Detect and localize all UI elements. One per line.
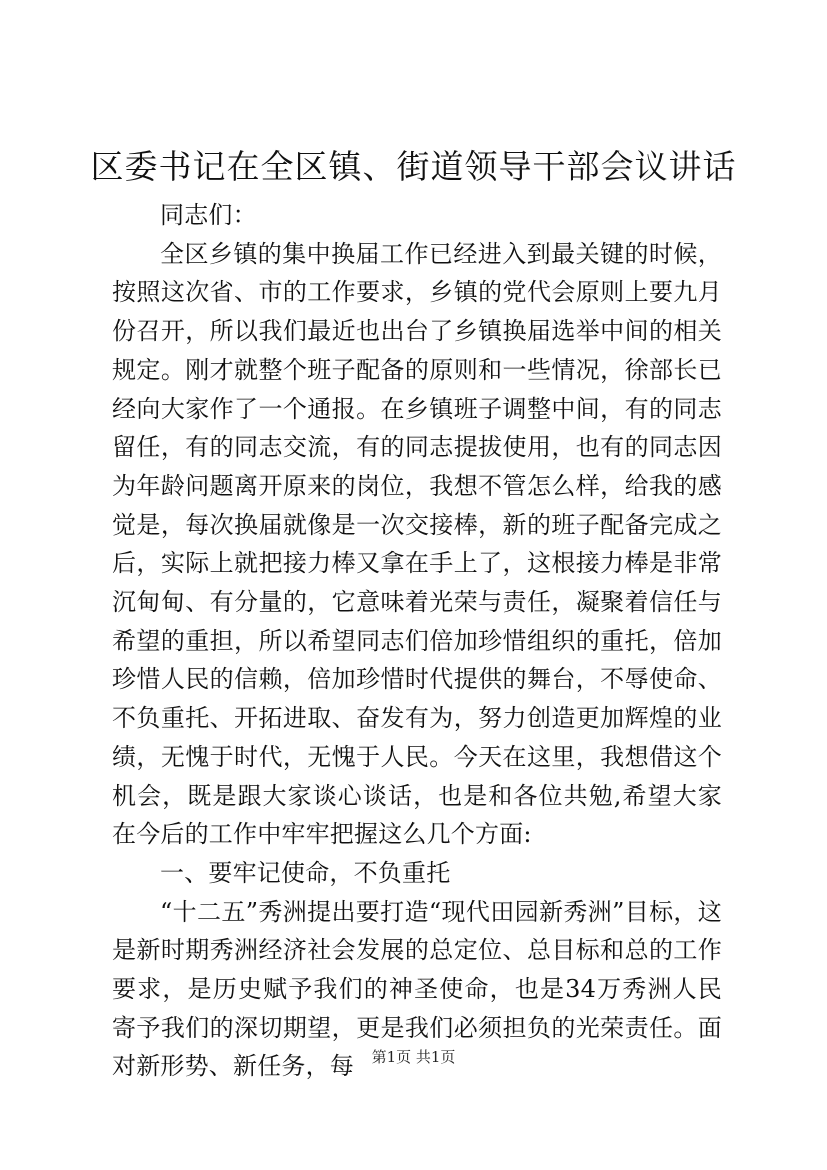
document-title: 区委书记在全区镇、街道领导干部会议讲话: [90, 147, 737, 186]
body-paragraph-1: 全区乡镇的集中换届工作已经进入到最关键的时候，按照这次省、市的工作要求，乡镇的党代会原则上要九月份召开，所以我们最近也出台了乡镇换届选举中间的相关规定。刚才就整个班子配备的原则和一些情况，徐部长已经向大家作了一个通报。在乡镇班子调整中间，有的同志留任，有的同志交流，有的同志提拔使用，也有的同志因为年龄问题离开原来的岗位，我想不管怎么样，给我的感觉是，每次换届就像是一次交接棒，新的班子配备完成之后，实际上就把接力棒又拿在手上了，这根接力棒是非常沉甸甸、有分量的，它意味着光荣与责任，凝聚着信任与希望的重担，所以希望同志们倍加珍惜组织的重托，倍加珍惜人民的信赖，倍加珍惜时代提供的舞台，不辱使命、不负重托、开拓进取、奋发有为，努力创造更加辉煌的业绩，无愧于时代，无愧于人民。今天在这里，我想借这个机会，既是跟大家谈心谈话，也是和各位共勉,希望大家在今后的工作中牢牢把握这么几个方面:: [112, 239, 722, 849]
page-footer: 第1页 共1页: [371, 1048, 456, 1066]
document-body: [112, 196, 722, 1086]
section-heading: 一、要牢记使命，不负重托: [160, 858, 451, 887]
salutation: 同志们：: [160, 201, 257, 229]
section-paragraph: “十二五”秀洲提出要打造“现代田园新秀洲”目标，这是新时期秀洲经济社会发展的总定位、总目标和总的工作要求，是历史赋予我们的神圣使命，也是34万秀洲人民寄予我们的深切期望，更是我们必须担负的光荣责任。面对新形势、新任务，每: [112, 897, 722, 1081]
